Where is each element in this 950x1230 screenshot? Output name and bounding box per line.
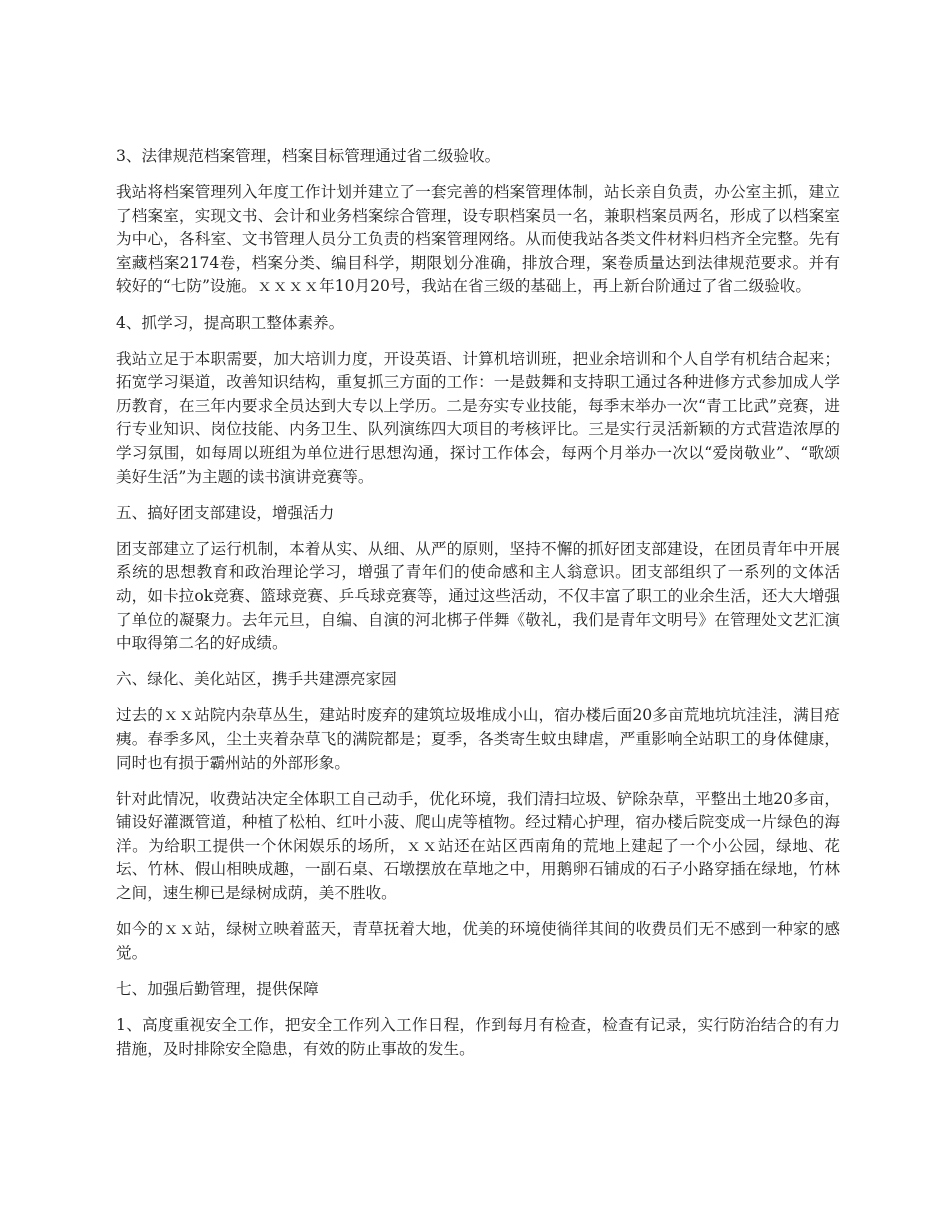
paragraph-youth-league: 团支部建立了运行机制，本着从实、从细、从严的原则，坚持不懈的抓好团支部建设，在团员青年中开展系统的思想教育和政治理论学习，增强了青年们的使命感和主人翁意识。团支部组织了一系列的文体活动，如卡拉ok竞赛、篮球竞赛、乒乓球竞赛等，通过这些活动，不仅丰富了职工的业余生活，还大大增强了单位的凝聚力。去年元旦，自编、自演的河北梆子伴舞《敬礼，我们是青年文明号》在管理处文艺汇演中取得第二名的好成绩。 — [116, 539, 840, 653]
section-heading-archives: 3、法律规范档案管理，档案目标管理通过省二级验收。 — [116, 147, 501, 165]
section-heading-youth-league: 五、搞好团支部建设，增强活力 — [116, 503, 335, 522]
paragraph-archives: 我站将档案管理列入年度工作计划并建立了一套完善的档案管理体制，站长亲自负责，办公室主抓，建立了档案室，实现文书、会计和业务档案综合管理，设专职档案员一名，兼职档案员两名，形成了以档案室为中心，各科室、文书管理人员分工负责的档案管理网络。从而使我站各类文件材料归档齐全完整。先有室藏档案2174卷，档案分类、编目科学，期限划分准确，排放合理，案卷质量达到法律规范要求。并有较好的“七防”设施。ｘｘｘｘ年10月20号，我站在省三级的基础上，再上新台阶通过了省二级验收。 — [116, 183, 840, 296]
section-heading-study: 4、抓学习，提高职工整体素养。 — [116, 313, 345, 332]
paragraph-study: 我站立足于本职需要，加大培训力度，开设英语、计算机培训班，把业余培训和个人自学有机结合起来；拓宽学习渠道，改善知识结构，重复抓三方面的工作：一是鼓舞和支持职工通过各种进修方式参加成人学历教育，在三年内要求全员达到大专以上学历。二是夯实专业技能，每季末举办一次“青工比武”竞赛，进行专业知识、岗位技能、内务卫生、队列演练四大项目的考核评比。三是实行灵活新颖的方式营造浓厚的学习氛围，如每周以班组为单位进行思想沟通，探讨工作体会，每两个月举办一次以“爱岗敬业”、“歌颂美好生活”为主题的读书演讲竞赛等。 — [116, 349, 840, 486]
paragraph-safety: 1、高度重视安全工作，把安全工作列入工作日程，作到每月有检查，检查有记录，实行防治结合的有力措施，及时排除安全隐患，有效的防止事故的发生。 — [116, 1015, 840, 1058]
section-heading-logistics: 七、加强后勤管理，提供保障 — [116, 979, 319, 998]
document-page — [116, 145, 840, 1074]
paragraph-greening-past: 过去的ｘｘ站院内杂草丛生，建站时废弃的建筑垃圾堆成小山，宿办楼后面20多亩荒地坑坑洼洼，满目疮痍。春季多风，尘土夹着杂草飞的满院都是；夏季，各类寄生蚊虫肆虐，严重影响全站职工的身体健康，同时也有损于霸州站的外部形象。 — [116, 706, 840, 772]
paragraph-greening-action: 针对此情况，收费站决定全体职工自己动手，优化环境，我们清扫垃圾、铲除杂草，平整出土地20多亩，铺设好灌溉管道，种植了松柏、红叶小菠、爬山虎等植物。经过精心护理，宿办楼后院变成一片绿色的海洋。为给职工提供一个休闲娱乐的场所，ｘｘ站还在站区西南角的荒地上建起了一个小公园，绿地、花坛、竹林、假山相映成趣，一副石桌、石墩摆放在草地之中，用鹅卵石铺成的石子小路穿插在绿地，竹林之间，速生柳已是绿树成荫，美不胜收。 — [116, 789, 840, 903]
paragraph-greening-now: 如今的ｘｘ站，绿树立映着蓝天，青草抚着大地，优美的环境使徜徉其间的收费员们无不感到一种家的感觉。 — [116, 920, 840, 962]
section-heading-greening: 六、绿化、美化站区，携手共建漂亮家园 — [116, 670, 397, 689]
